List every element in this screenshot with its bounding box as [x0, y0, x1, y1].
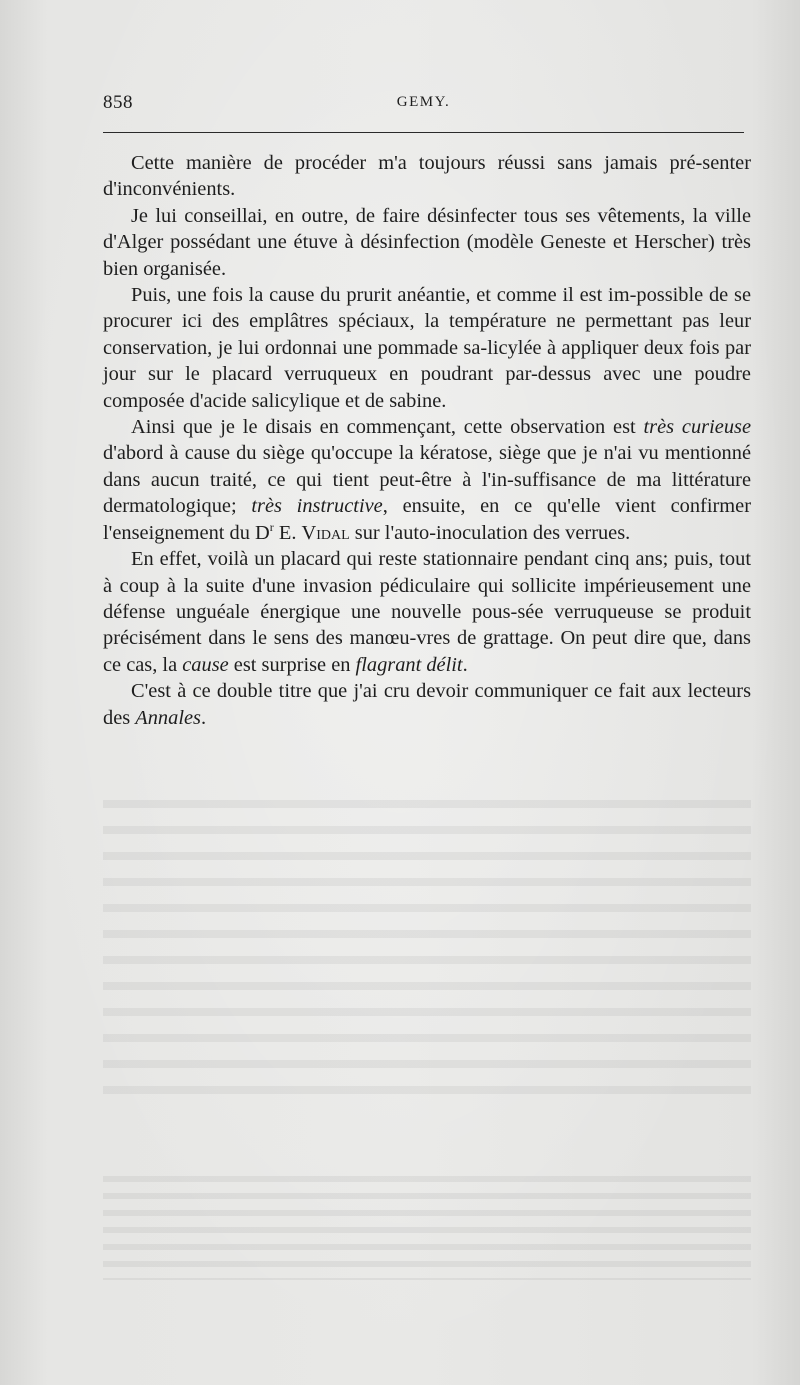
header-rule	[103, 132, 744, 133]
text-run: Ainsi que je le disais en commençant, cette observation est	[131, 416, 644, 439]
text-run: sur l'auto-inoculation des verrues.	[349, 521, 631, 544]
text-run: .	[200, 706, 207, 729]
text-run: d'abord à cause du siège qu'occupe la kératose, siège que je n'ai vu mentionné dans aucun traité, ce qui tient peut-être à l'in-suffisance de ma littérature dermatologique;	[103, 442, 751, 518]
paragraph-3: Puis, une fois la cause du prurit anéantie, et comme il est im-possible de se procurer ici des emplâtres spéciaux, la température ne permettant pas leur conservation, je lui ordonnai une pommade sa-licylée à appliquer deux fois par jour sur le placard verruqueux en poudrant par-dessus avec une poudre composée d'acide salicylique et de sabine.	[103, 284, 751, 412]
paragraph-2: Je lui conseillai, en outre, de faire désinfecter tous ses vêtements, la ville d'Alger possédant une étuve à désinfection (modèle Geneste et Herscher) très bien organisée.	[103, 204, 751, 280]
paragraph-5	[103, 546, 751, 678]
paragraph-6	[103, 678, 751, 731]
text-run: , ensuite, en ce qu'elle vient confirmer l'enseignement du D	[103, 495, 752, 544]
superscript: r	[269, 519, 274, 534]
author-name: Vidal	[301, 521, 350, 544]
bleed-through-footnotes	[103, 1170, 751, 1280]
text-run: est surprise en	[228, 653, 356, 676]
running-head: GEMY.	[396, 94, 451, 110]
paragraph-4	[103, 414, 751, 546]
body-text	[103, 150, 751, 731]
italic-phrase: très instructive	[251, 495, 383, 518]
text-run: C'est à ce double titre que j'ai cru devoir communiquer ce fait aux lecteurs des	[103, 680, 751, 729]
journal-title: Annales	[135, 706, 201, 729]
text-run: En effet, voilà un placard qui reste stationnaire pendant cinq ans; puis, tout à coup à la suite d'une invasion pédiculaire qui sollicite impérieusement une défense unguéale énergique une nouvelle pous-sée verruqueuse se produit précisément dans le sens des manœu-vres de grattage. On peut dire que, dans ce cas, la	[103, 548, 751, 676]
italic-phrase: très curieuse	[643, 416, 752, 439]
italic-phrase: flagrant délit	[355, 653, 463, 676]
italic-phrase: cause	[182, 653, 229, 676]
bleed-through-text	[103, 790, 751, 1100]
page-header	[103, 92, 744, 118]
text-run: .	[462, 653, 468, 676]
page-number: 858	[103, 92, 133, 113]
paragraph-1: Cette manière de procéder m'a toujours réussi sans jamais pré-senter d'inconvénients.	[103, 152, 751, 201]
text-run: E.	[273, 521, 302, 544]
